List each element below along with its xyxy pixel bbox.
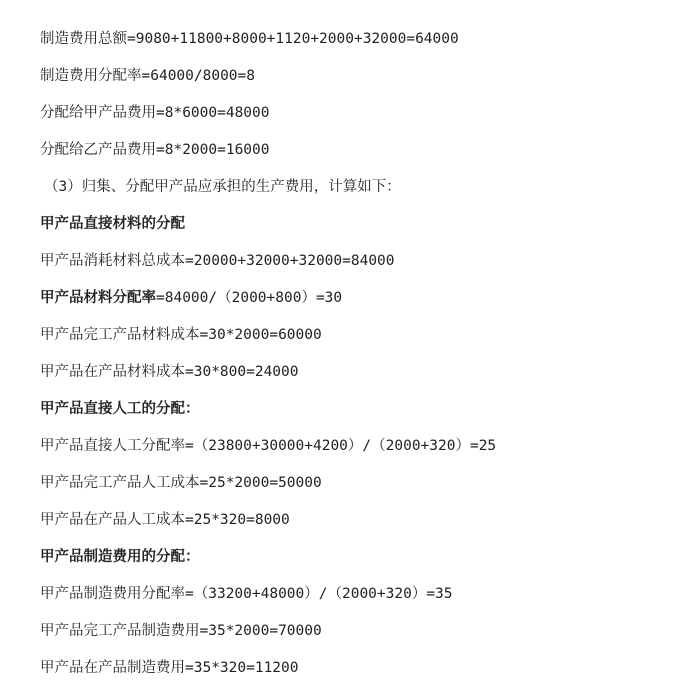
text-line-overhead-wip-cost: 甲产品在产品制造费用=35*320=11200 — [40, 660, 299, 676]
text-line-overhead-rate: 制造费用分配率=64000/8000=8 — [40, 68, 255, 84]
text-line-material-finished-cost: 甲产品完工产品材料成本=30*2000=60000 — [40, 327, 322, 343]
text-line-material-wip-cost: 甲产品在产品材料成本=30*800=24000 — [40, 364, 299, 380]
material-rate-label: 甲产品材料分配率 — [40, 290, 156, 306]
text-line-total-overhead: 制造费用总额=9080+11800+8000+1120+2000+32000=64000 — [40, 31, 459, 47]
text-line-material-rate — [40, 280, 680, 317]
heading-direct-labor: 甲产品直接人工的分配： — [40, 401, 200, 417]
material-rate-formula: =84000/（2000+800）=30 — [156, 290, 343, 306]
text-line-labor-rate: 甲产品直接人工分配率=（23800+30000+4200）/（2000+320）=25 — [40, 438, 497, 454]
heading-manufacturing-overhead: 甲产品制造费用的分配： — [40, 549, 200, 565]
document-body — [40, 21, 680, 687]
text-line-labor-wip-cost: 甲产品在产品人工成本=25*320=8000 — [40, 512, 290, 528]
heading-direct-materials: 甲产品直接材料的分配 — [40, 216, 185, 232]
text-line-section-3-intro: （3）归集、分配甲产品应承担的生产费用，计算如下： — [44, 179, 401, 195]
text-line-material-total-cost: 甲产品消耗材料总成本=20000+32000+32000=84000 — [40, 253, 395, 269]
text-line-labor-finished-cost: 甲产品完工产品人工成本=25*2000=50000 — [40, 475, 322, 491]
text-line-overhead-product-b: 分配给乙产品费用=8*2000=16000 — [40, 142, 270, 158]
text-line-overhead-product-a: 分配给甲产品费用=8*6000=48000 — [40, 105, 270, 121]
text-line-overhead-allocation-rate: 甲产品制造费用分配率=（33200+48000）/（2000+320）=35 — [40, 586, 453, 602]
text-line-overhead-finished-cost: 甲产品完工产品制造费用=35*2000=70000 — [40, 623, 322, 639]
